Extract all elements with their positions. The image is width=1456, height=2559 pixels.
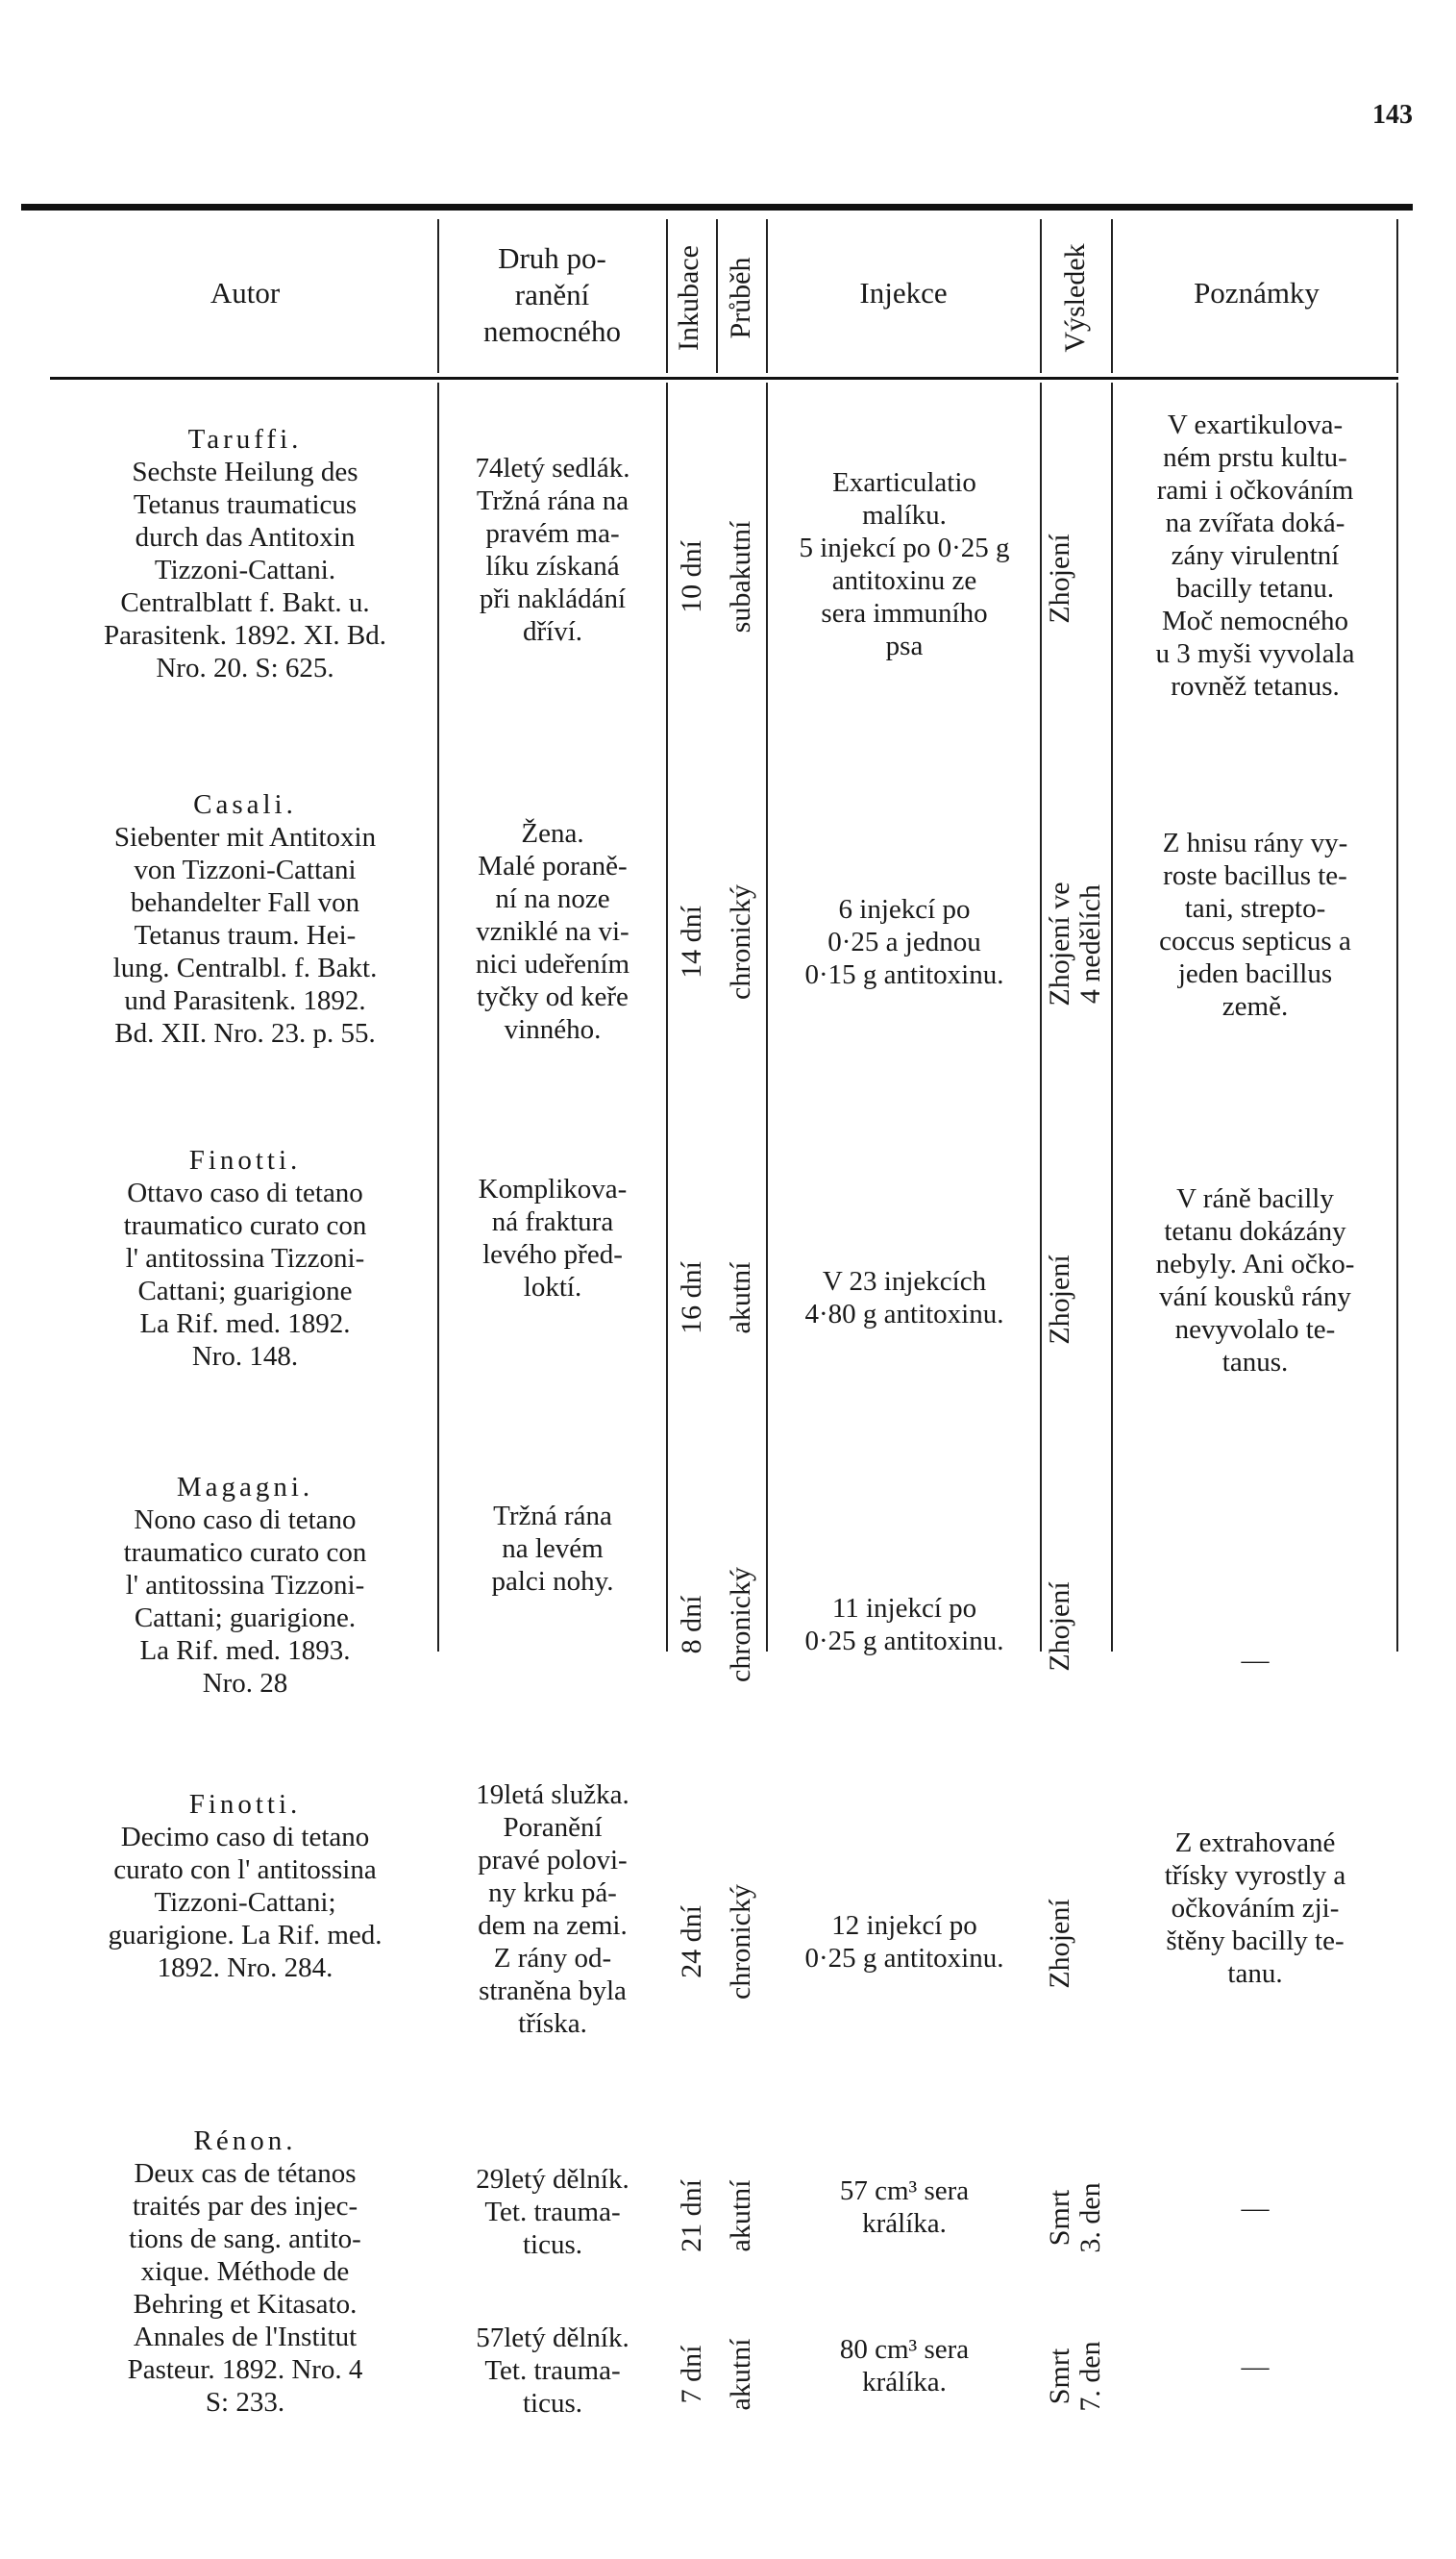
notes-line: štěny bacilly te-: [1166, 1925, 1345, 1956]
author-name: Finotti.: [188, 1145, 302, 1176]
injury-line: na levém: [502, 1533, 604, 1564]
author-cell: [58, 788, 432, 1050]
notes-value: —: [1241, 2351, 1270, 2382]
author-reference: Nono caso di tetano: [134, 1504, 357, 1535]
injury-cell: [442, 1173, 663, 1304]
author-reference: traumatico curato con: [123, 1210, 367, 1241]
injury-line: loktí.: [523, 1272, 582, 1303]
col-sep-5: [1040, 219, 1042, 373]
injection-line: 80 cm³ sera: [839, 2334, 970, 2365]
top-rule: [21, 204, 1413, 211]
incubation-value: 8 dní: [676, 1595, 707, 1654]
injury-line: tyčky od keře: [477, 981, 629, 1012]
result-value: Zhojení: [1044, 1899, 1075, 1989]
author-name: Rénon.: [193, 2125, 297, 2156]
author-reference: behandelter Fall von: [130, 887, 360, 918]
author-reference: Cattani; guarigione.: [134, 1602, 357, 1633]
notes-line: jeden bacillus: [1177, 958, 1333, 989]
injection-line: králíka.: [862, 2367, 947, 2398]
result-value: Zhojení: [1044, 1255, 1075, 1345]
injury-line: levého před-: [482, 1239, 623, 1270]
author-reference: Tizzoni-Cattani;: [154, 1887, 336, 1918]
injection-cell: [771, 1909, 1038, 1975]
author-name: Finotti.: [188, 1789, 302, 1820]
injection-line: 11 injekcí po: [831, 1593, 977, 1624]
incubation-value: 21 dní: [676, 2179, 707, 2252]
injury-cell: [442, 817, 663, 1046]
col-sep-body-3: [766, 383, 768, 1652]
author-reference: La Rif. med. 1893.: [139, 1635, 351, 1666]
col-sep-4: [766, 219, 768, 373]
col-sep-6: [1111, 219, 1113, 373]
author-reference: Cattani; guarigione: [137, 1276, 353, 1306]
injury-line: ticus.: [522, 2229, 583, 2260]
injury-cell: [442, 1500, 663, 1598]
header-notes: Poznámky: [1194, 276, 1320, 310]
author-reference: Tizzoni-Cattani.: [154, 555, 336, 585]
author-reference: Deux cas de tétanos: [134, 2158, 357, 2189]
notes-line: roste bacillus te-: [1163, 860, 1347, 891]
injury-line: dříví.: [522, 616, 583, 647]
col-sep-7: [1396, 219, 1398, 373]
notes-cell: [1115, 409, 1395, 703]
notes-line: vání kousků rány: [1159, 1281, 1351, 1312]
injection-cell: [771, 2333, 1038, 2398]
author-reference: l' antitossina Tizzoni-: [125, 1243, 365, 1274]
injection-line: sera immuního: [821, 598, 988, 629]
author-reference: Nro. 20. S: 625.: [156, 653, 334, 683]
notes-line: bacilly tetanu.: [1175, 573, 1335, 604]
author-reference: Pasteur. 1892. Nro. 4: [127, 2354, 363, 2385]
header-rule: [50, 377, 1398, 380]
injection-line: 6 injekcí po: [838, 894, 971, 925]
author-reference: Annales de l'Institut: [133, 2322, 358, 2352]
injury-line: 19letá služka.: [476, 1779, 629, 1810]
course-value: subakutní: [725, 520, 756, 634]
injury-line: straněna byla: [479, 1975, 627, 2006]
injury-line: pravém ma-: [485, 518, 620, 549]
author-reference: von Tizzoni-Cattani: [134, 855, 357, 885]
author-reference: traités par des injec-: [132, 2191, 358, 2222]
injury-cell: [442, 1778, 663, 2040]
notes-line: Z extrahované: [1174, 1827, 1336, 1858]
author-reference: xique. Méthode de: [140, 2256, 350, 2287]
notes-cell: [1115, 827, 1395, 1023]
incubation-value: 10 dní: [676, 540, 707, 613]
col-sep-body-1: [437, 383, 439, 1652]
injury-line: 74letý sedlák.: [475, 453, 630, 484]
injection-line: psa: [885, 631, 924, 661]
injury-line: ní na noze: [495, 883, 610, 914]
author-reference: S: 233.: [205, 2387, 285, 2418]
injury-line: ny krku pá-: [488, 1877, 617, 1908]
injury-line: při nakládání: [479, 584, 627, 614]
author-reference: l' antitossina Tizzoni-: [125, 1570, 365, 1601]
injury-line: Poranění: [503, 1812, 603, 1843]
col-sep-body-6: [1396, 383, 1398, 1652]
injury-line: vzniklé na vi-: [476, 916, 629, 947]
author-cell: [58, 1788, 432, 1984]
incubation-value: 14 dní: [676, 906, 707, 979]
author-reference: guarigione. La Rif. med.: [108, 1920, 383, 1950]
author-reference: und Parasitenk. 1892.: [124, 985, 366, 1016]
author-cell: [58, 1144, 432, 1373]
injection-line: 0·25 a jednou: [827, 927, 981, 957]
notes-line: zány virulentní: [1171, 540, 1340, 571]
course-value: chronický: [725, 1884, 756, 2000]
notes-line: Moč nemocného: [1161, 606, 1349, 636]
author-reference: Tetanus traum. Hei-: [134, 920, 357, 951]
author-reference: Nro. 148.: [191, 1341, 299, 1372]
injection-line: V 23 injekcích: [822, 1266, 987, 1297]
author-reference: Parasitenk. 1892. XI. Bd.: [104, 620, 386, 651]
col-sep-body-5: [1111, 383, 1113, 1652]
incubation-value: 16 dní: [676, 1261, 707, 1334]
result-value: Smrt 3. den: [1044, 2182, 1106, 2253]
injection-line: 4·80 g antitoxinu.: [804, 1299, 1004, 1329]
author-reference: Nro. 28: [202, 1668, 288, 1699]
result-value: Zhojení ve 4 nedělích: [1044, 882, 1106, 1006]
course-value: akutní: [725, 2179, 756, 2252]
header-course: Průběh: [725, 257, 756, 339]
notes-cell: [1115, 1826, 1395, 1990]
injection-cell: [771, 2174, 1038, 2240]
injury-line: Tržná rána na: [476, 485, 629, 516]
author-name: Casali.: [193, 789, 297, 820]
injection-cell: [771, 466, 1038, 662]
injury-line: Malé poraně-: [478, 851, 628, 882]
notes-line: V ráně bacilly: [1176, 1183, 1334, 1214]
course-value: chronický: [725, 1567, 756, 1682]
notes-line: tani, strepto-: [1184, 893, 1326, 924]
notes-line: rami i očkováním: [1156, 475, 1354, 506]
injury-cell: [442, 452, 663, 648]
course-value: akutní: [725, 1261, 756, 1334]
notes-line: třísky vyrostly a: [1164, 1860, 1346, 1891]
col-sep-body-4: [1040, 383, 1042, 1652]
notes-line: tanus.: [1222, 1347, 1289, 1378]
header-result: Výsledek: [1059, 243, 1091, 353]
injury-line: líku získaná: [485, 551, 620, 582]
notes-line: —: [1241, 1645, 1270, 1676]
injury-line: nici udeřením: [475, 949, 630, 980]
author-cell-renon: [58, 2124, 432, 2419]
incubation-value: 24 dní: [676, 1905, 707, 1978]
injection-line: 0·15 g antitoxinu.: [804, 959, 1004, 990]
incubation-value: 7 dní: [676, 2345, 707, 2404]
header-incubation: Inkubace: [673, 245, 704, 351]
author-reference: Tetanus traumaticus: [133, 489, 358, 520]
author-reference: tions de sang. antito-: [129, 2224, 361, 2254]
injury-line: Tržná rána: [493, 1501, 612, 1531]
author-reference: curato con l' antitossina: [113, 1854, 377, 1885]
author-reference: Behring et Kitasato.: [133, 2289, 358, 2320]
author-cell: [58, 423, 432, 684]
injection-line: antitoxinu ze: [831, 565, 977, 596]
header-author: Autor: [210, 276, 281, 310]
injection-line: 57 cm³ sera: [839, 2175, 970, 2206]
notes-line: nebyly. Ani očko-: [1155, 1249, 1355, 1280]
injury-line: ticus.: [522, 2388, 583, 2419]
injury-line: Z rány od-: [493, 1943, 612, 1974]
injury-line: pravé polovi-: [478, 1845, 628, 1876]
injury-line: Žena.: [521, 818, 584, 849]
author-cell: [58, 1471, 432, 1700]
injury-line: Komplikova-: [478, 1174, 628, 1205]
notes-line: u 3 myši vyvolala: [1155, 638, 1355, 669]
injury-line: dem na zemi.: [478, 1910, 628, 1941]
injury-line: ná fraktura: [491, 1206, 614, 1237]
author-reference: La Rif. med. 1892.: [139, 1308, 351, 1339]
notes-cell: [1115, 1644, 1395, 1677]
header-injection: Injekce: [859, 276, 948, 310]
injection-cell: [771, 1265, 1038, 1330]
notes-line: tetanu dokázány: [1164, 1216, 1346, 1247]
col-sep-3: [716, 219, 718, 373]
author-reference: traumatico curato con: [123, 1537, 367, 1568]
injection-line: králíka.: [862, 2208, 947, 2239]
notes-line: tanu.: [1227, 1958, 1283, 1989]
injection-line: malíku.: [862, 500, 947, 531]
author-reference: Sechste Heilung des: [132, 457, 358, 487]
notes-line: na zvířata doká-: [1165, 508, 1345, 538]
notes-line: Z hnisu rány vy-: [1162, 828, 1348, 858]
injury-line: 29letý dělník.: [476, 2164, 629, 2195]
result-value: Smrt 7. den: [1044, 2341, 1106, 2412]
author-reference: Centralblatt f. Bakt. u.: [120, 587, 370, 618]
author-name: Taruffi.: [187, 424, 303, 455]
injury-line: Tet. trauma-: [484, 2355, 621, 2386]
injection-line: 0·25 g antitoxinu.: [804, 1626, 1004, 1656]
notes-line: V exartikulova-: [1167, 410, 1344, 440]
col-sep-1: [437, 219, 439, 373]
course-value: chronický: [725, 884, 756, 1000]
injection-line: 12 injekcí po: [831, 1910, 977, 1941]
injection-line: 5 injekcí po 0·25 g: [799, 533, 1010, 563]
notes-line: očkováním zji-: [1171, 1893, 1340, 1924]
notes-line: coccus septicus a: [1159, 926, 1351, 957]
author-reference: Bd. XII. Nro. 23. p. 55.: [114, 1018, 376, 1049]
notes-line: ném prstu kultu-: [1163, 442, 1347, 473]
author-reference: 1892. Nro. 284.: [157, 1952, 333, 1983]
header-injury: Druh po- ranění nemocného: [483, 241, 621, 348]
notes-line: rovněž tetanus.: [1171, 671, 1340, 702]
col-sep-2: [666, 219, 668, 373]
injury-line: tříska.: [518, 2008, 587, 2039]
author-reference: Ottavo caso di tetano: [127, 1178, 363, 1208]
notes-cell: [1115, 1182, 1395, 1379]
injury-cell: [442, 2322, 663, 2420]
injury-line: 57letý dělník.: [476, 2323, 629, 2353]
injection-cell: [771, 1592, 1038, 1657]
result-value: Zhojení: [1044, 1581, 1075, 1672]
injury-line: Tet. trauma-: [484, 2197, 621, 2227]
injection-line: Exarticulatio: [832, 467, 976, 498]
page-number: 143: [1372, 100, 1413, 130]
notes-line: země.: [1222, 991, 1289, 1022]
notes-line: nevyvolalo te-: [1174, 1314, 1336, 1345]
injury-line: vinného.: [504, 1014, 602, 1045]
author-name: Magagni.: [176, 1472, 314, 1503]
injection-line: 0·25 g antitoxinu.: [804, 1943, 1004, 1974]
injection-cell: [771, 893, 1038, 991]
result-value: Zhojení: [1044, 534, 1075, 624]
injury-line: palci nohy.: [491, 1566, 614, 1597]
course-value: akutní: [725, 2338, 756, 2411]
author-reference: Decimo caso di tetano: [120, 1822, 370, 1852]
injury-cell: [442, 2163, 663, 2261]
author-reference: Siebenter mit Antitoxin: [113, 822, 377, 853]
notes-value: —: [1241, 2193, 1270, 2224]
author-reference: lung. Centralbl. f. Bakt.: [112, 953, 378, 983]
author-reference: durch das Antitoxin: [135, 522, 356, 553]
col-sep-body-2: [666, 383, 668, 1652]
